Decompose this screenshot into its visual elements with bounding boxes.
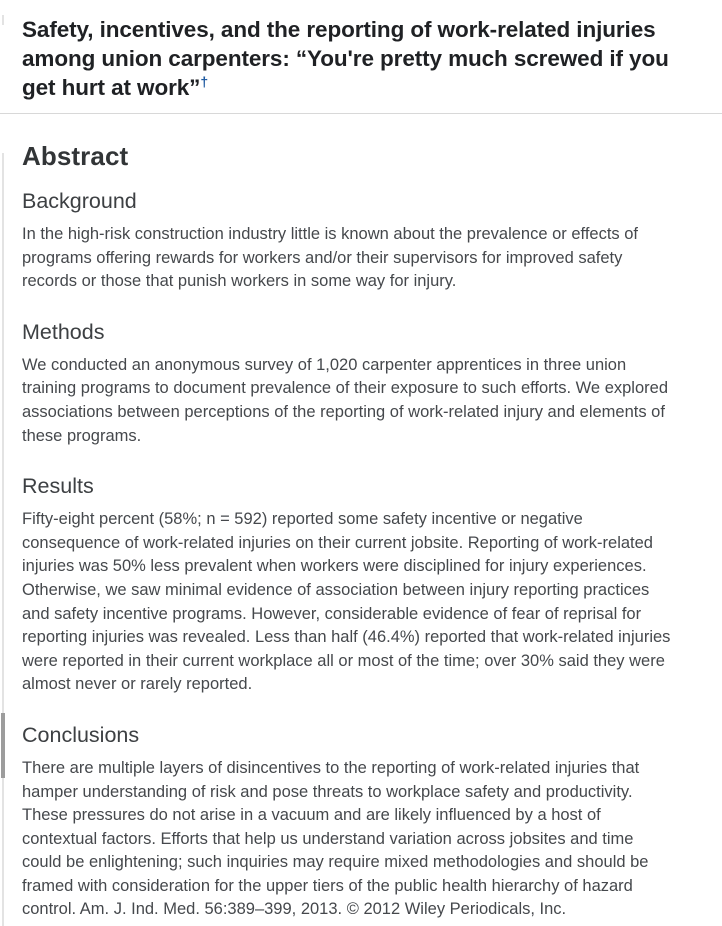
article-title-text: Safety, incentives, and the reporting of work-related injuries among union carpenters: “You're pretty much screwed if you get hurt at work”: [22, 17, 669, 100]
article-abstract-page: [0, 15, 722, 926]
section-heading-background: Background: [22, 189, 137, 213]
section-text-background: In the high-risk construction industry little is known about the prevalence or effects of programs offering rewards for workers and/or their supervisors for improved safety records or those that punish workers in some way for injury.: [22, 225, 639, 291]
section-heading-results: Results: [22, 474, 94, 499]
scroll-thumb[interactable]: [1, 713, 5, 778]
section-text-results: Fifty-eight percent (58%; n = 592) reported some safety incentive or negative consequence of work-related injuries on their current jobsite. Reporting of work-related injuries was 50% less prevalent when workers were disciplined for injury experiences. Otherwise, we saw minimal evidence of association between injury reporting practices and safety incentive programs. However, considerable evidence of fear of reprisal for reporting injuries was revealed. Less than half (46.4%) reported that work-related injuries were reported in their current workplace all or most of the time; over 30% said they were almost never or rarely reported.: [22, 510, 671, 694]
abstract-section: [0, 139, 722, 922]
scroll-track-top-segment[interactable]: [2, 15, 4, 25]
scroll-track[interactable]: [2, 153, 4, 926]
section-heading-methods: Methods: [22, 319, 105, 344]
title-divider: [0, 113, 722, 114]
section-text-conclusions: There are multiple layers of disincentives to the reporting of work-related injuries that hamper understanding of risk and pose threats to workplace safety and productivity. These pressures do not arise in a vacuum and are likely influenced by a host of contextual factors. Efforts that help us understand variation across jobsites and time could be enlightening; such inquiries may require mixed methodologies and should be framed with consideration for the upper tiers of the public health hierarchy of hazard control. Am. J. Ind. Med. 56:389–399, 2013. © 2012 Wiley Periodicals, Inc.: [22, 758, 649, 919]
abstract-heading: Abstract: [22, 141, 129, 171]
section-text-methods: We conducted an anonymous survey of 1,020 carpenter apprentices in three union training programs to document prevalence of their exposure to such efforts. We explored associations between perceptions of the reporting of work-related injury and elements of these programs.: [22, 355, 668, 445]
article-title: [22, 15, 700, 102]
section-heading-conclusions: Conclusions: [22, 722, 140, 747]
footnote-dagger-link[interactable]: †: [200, 73, 208, 90]
